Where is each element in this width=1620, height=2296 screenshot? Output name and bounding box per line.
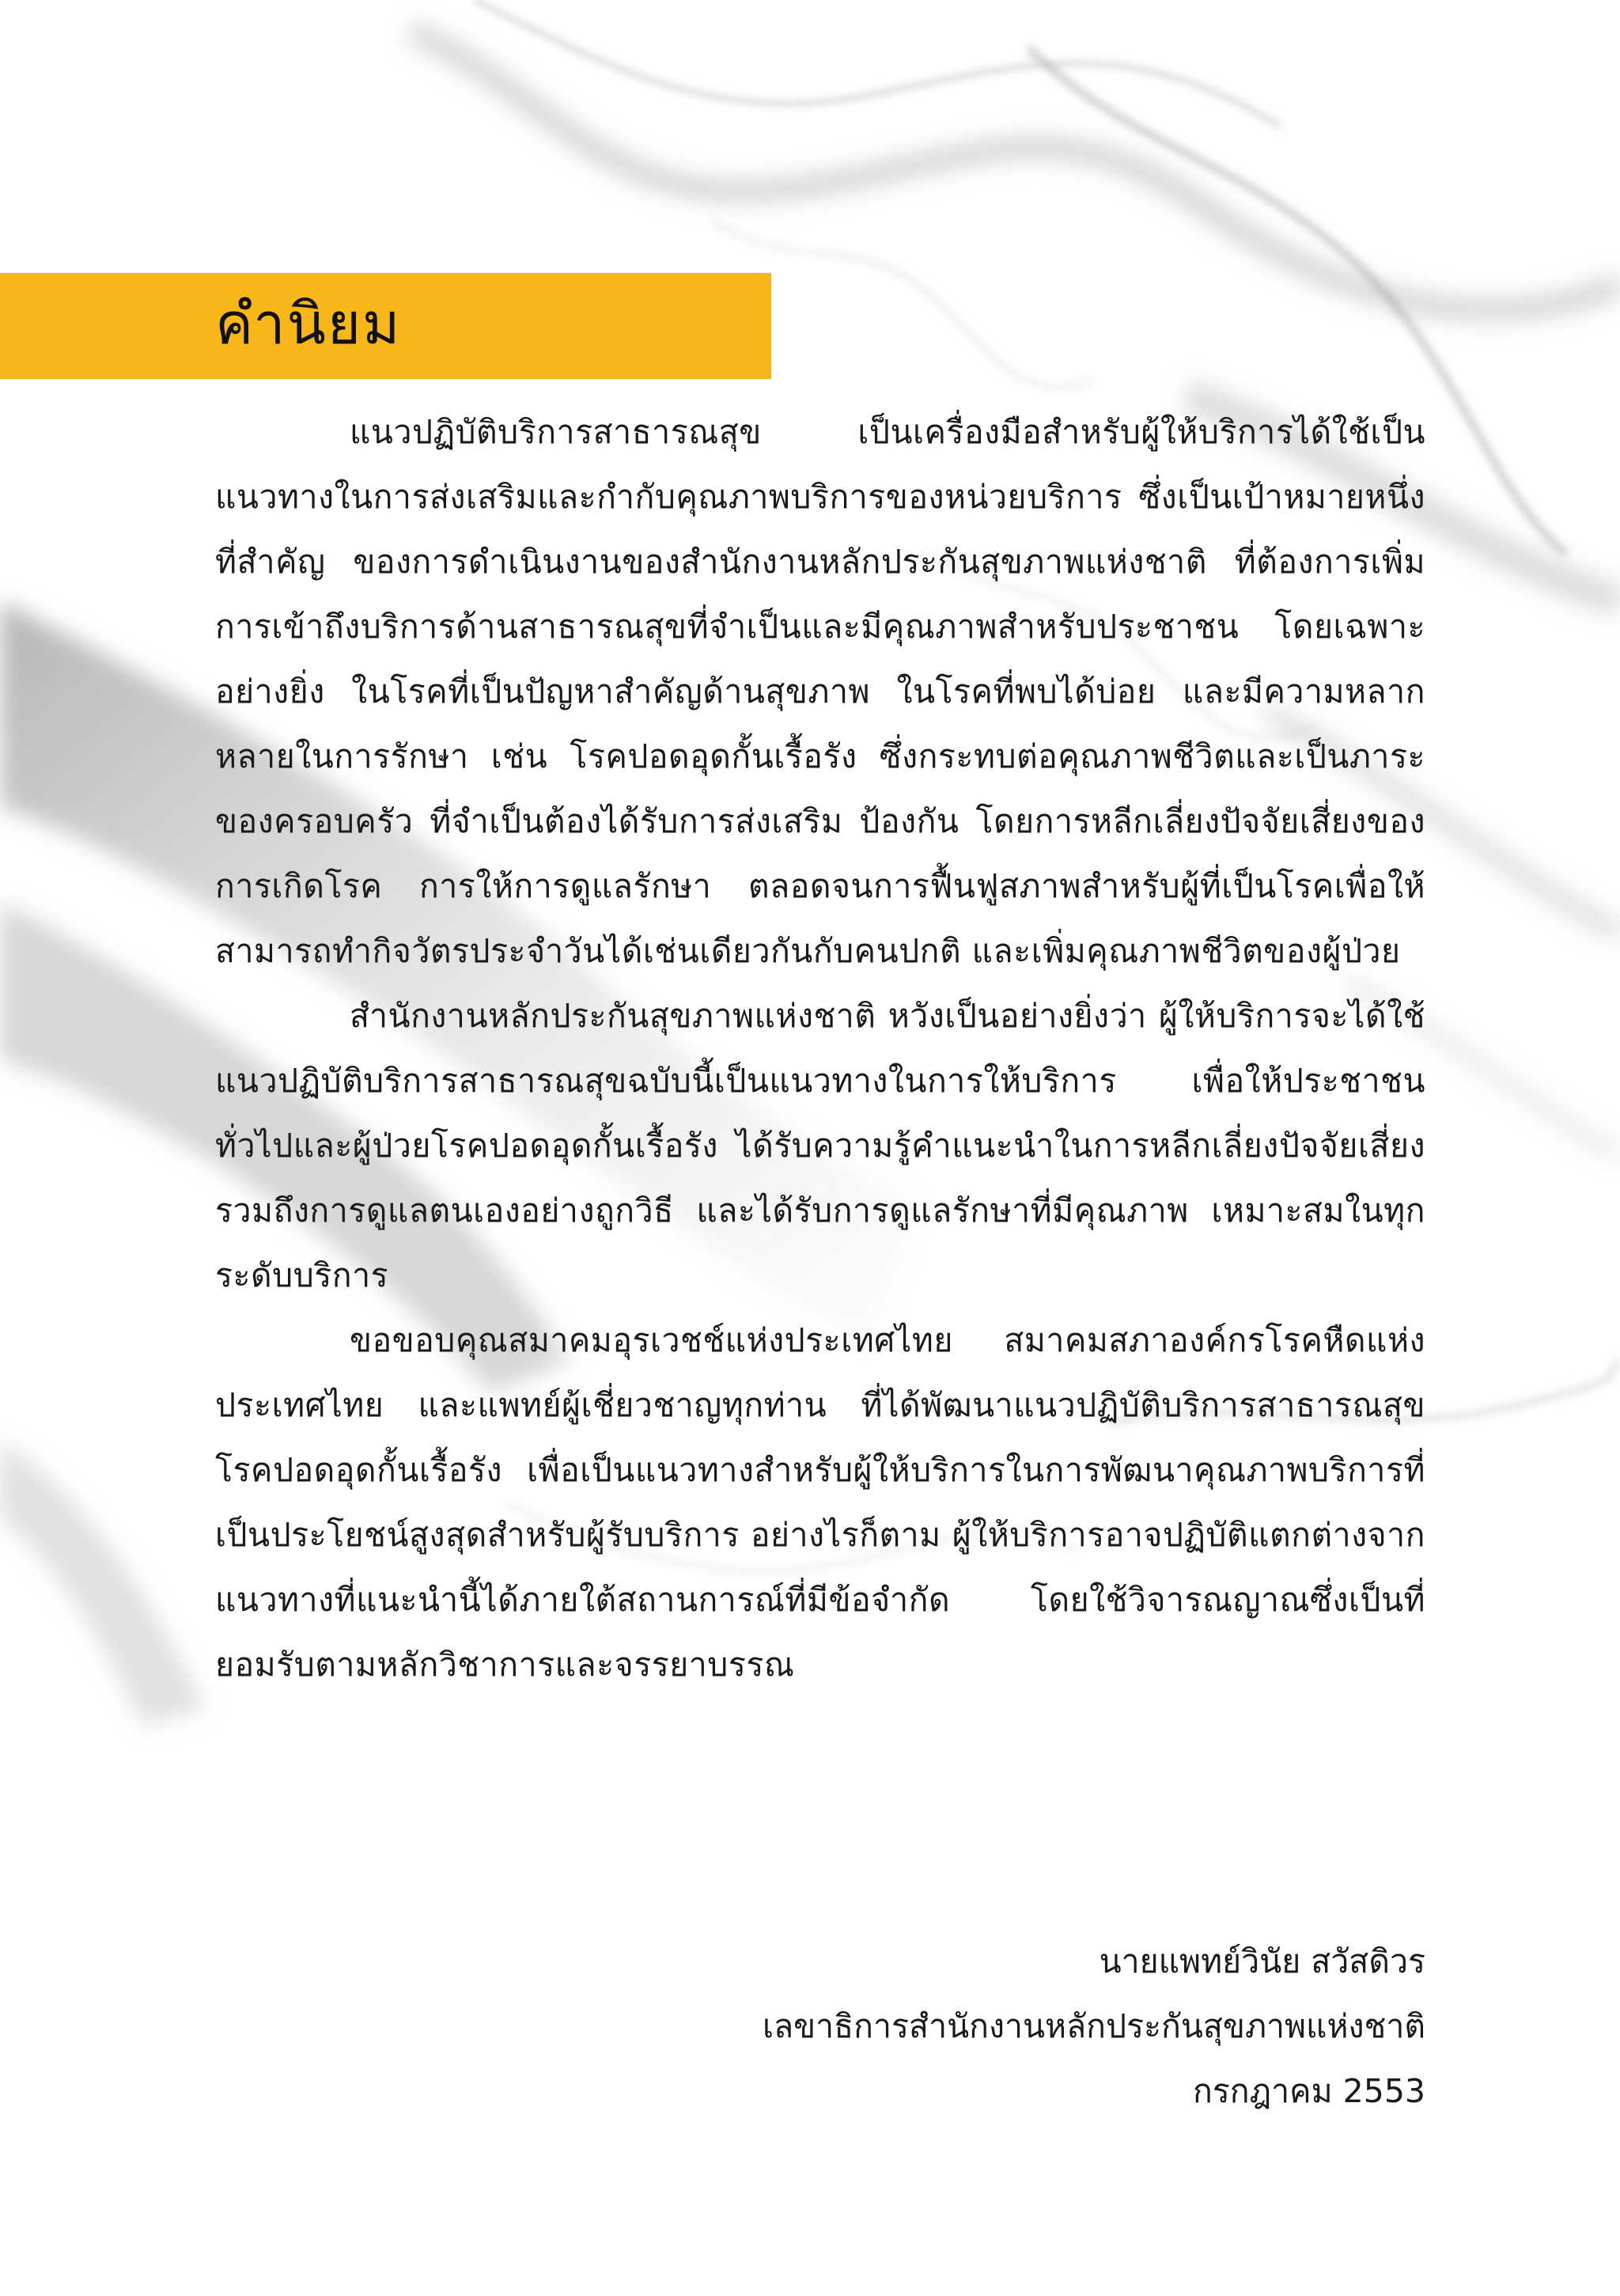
signer-position: เลขาธิการสำนักงานหลักประกันสุขภาพแห่งชาติ [762, 2007, 1425, 2045]
title-banner [0, 273, 771, 379]
signature-block [476, 1929, 1425, 2124]
paragraph-hope: สำนักงานหลักประกันสุขภาพแห่งชาติ หวังเป็นอย่างยิ่งว่า ผู้ให้บริการจะได้ใช้แนวปฏิบัติบริการสาธารณสุขฉบับนี้เป็นแนวทางในการให้บริการ เพื่อให้ประชาชนทั่วไปและผู้ป่วยโรคปอดอุดกั้นเรื้อรัง ได้รับความรู้คำแนะนำในการหลีกเลี่ยงปัจจัยเสี่ยง รวมถึงการดูแลตนเองอย่างถูกวิธี และได้รับการดูแลรักษาที่มีคุณภาพ เหมาะสมในทุกระดับบริการ [215, 997, 1425, 1294]
signature-date: กรกฎาคม 2553 [1192, 2072, 1425, 2110]
paragraph-intro: แนวปฏิบัติบริการสาธารณสุข เป็นเครื่องมือสำหรับผู้ให้บริการได้ใช้เป็นแนวทางในการส่งเสริมและกำกับคุณภาพบริการของหน่วยบริการ ซึ่งเป็นเป้าหมายหนึ่งที่สำคัญ ของการดำเนินงานของสำนักงานหลักประกันสุขภาพแห่งชาติ ที่ต้องการเพิ่มการเข้าถึงบริการด้านสาธารณสุขที่จำเป็นและมีคุณภาพสำหรับประชาชน โดยเฉพาะอย่างยิ่ง ในโรคที่เป็นปัญหาสำคัญด้านสุขภาพ ในโรคที่พบได้บ่อย และมีความหลากหลายในการรักษา เช่น โรคปอดอุดกั้นเรื้อรัง ซึ่งกระทบต่อคุณภาพชีวิตและเป็นภาระของครอบครัว ที่จำเป็นต้องได้รับการส่งเสริม ป้องกัน โดยการหลีกเลี่ยงปัจจัยเสี่ยงของการเกิดโรค การให้การดูแลรักษา ตลอดจนการฟื้นฟูสภาพสำหรับผู้ที่เป็นโรคเพื่อให้สามารถทำกิจวัตรประจำวันได้เช่นเดียวกันกับคนปกติ และเพิ่มคุณภาพชีวิตของผู้ป่วย [215, 413, 1425, 970]
paragraph-thanks: ขอขอบคุณสมาคมอุรเวชช์แห่งประเทศไทย สมาคมสภาองค์กรโรคหืดแห่งประเทศไทย และแพทย์ผู้เชี่ยวชาญทุกท่าน ที่ได้พัฒนาแนวปฏิบัติบริการสาธารณสุขโรคปอดอุดกั้นเรื้อรัง เพื่อเป็นแนวทางสำหรับผู้ให้บริการในการพัฒนาคุณภาพบริการที่เป็นประโยชน์สูงสุดสำหรับผู้รับบริการ อย่างไรก็ตาม ผู้ให้บริการอาจปฏิบัติแตกต่างจากแนวทางที่แนะนำนี้ได้ภายใต้สถานการณ์ที่มีข้อจำกัด โดยใช้วิจารณญาณซึ่งเป็นที่ยอมรับตามหลักวิชาการและจรรยาบรรณ [215, 1321, 1425, 1684]
body-text [215, 400, 1425, 1697]
signer-name: นายแพทย์วินัย สวัสดิวร [1099, 1942, 1425, 1980]
page-title: คำนิยม [215, 290, 402, 357]
